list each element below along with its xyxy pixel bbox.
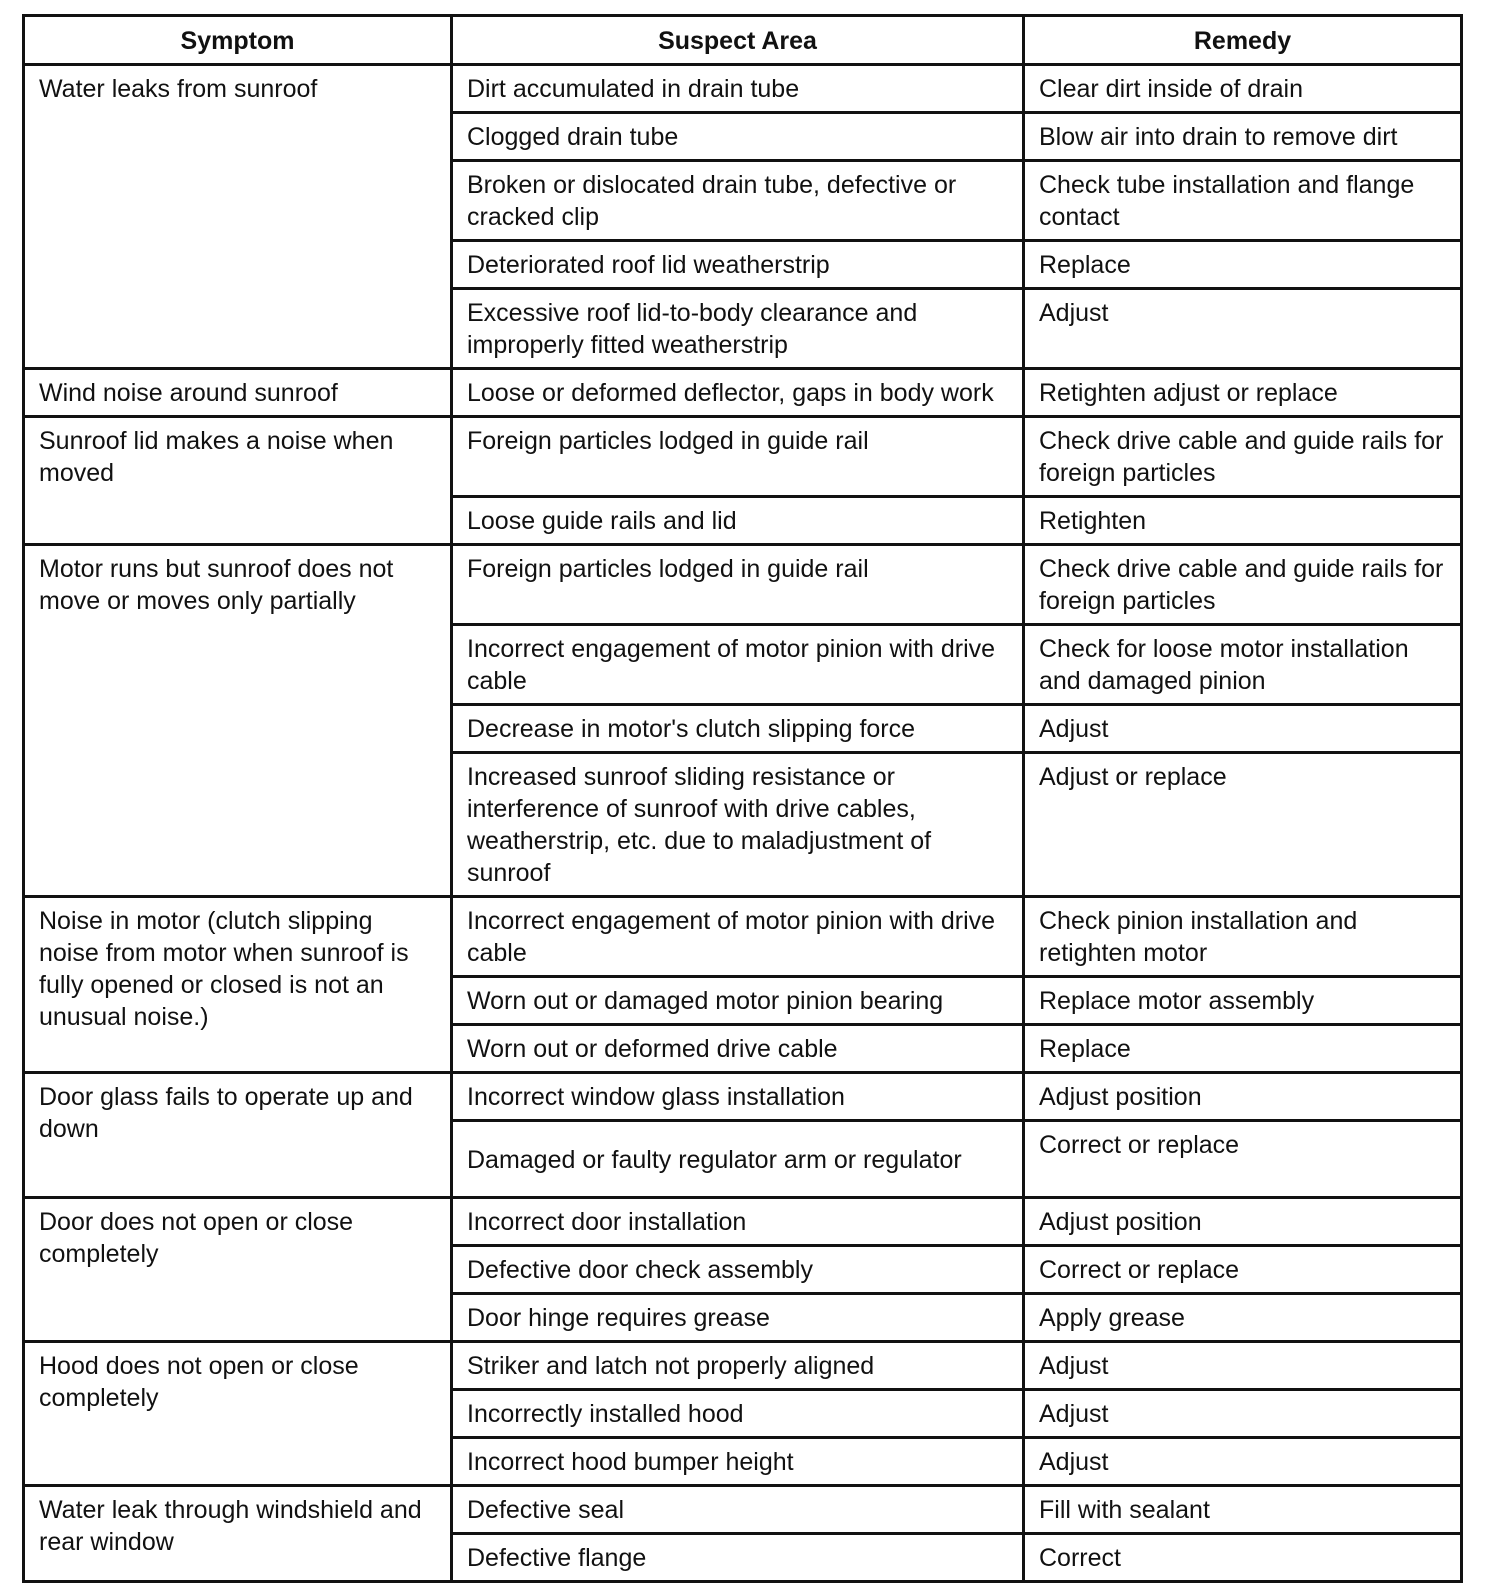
remedy-cell: Check pinion installation and retighten motor xyxy=(1024,897,1462,977)
remedy-cell: Adjust xyxy=(1024,705,1462,753)
remedy-cell: Check tube installation and flange contact xyxy=(1024,161,1462,241)
suspect-area-cell: Loose or deformed deflector, gaps in body work xyxy=(452,369,1024,417)
table-row xyxy=(24,1073,1462,1121)
table-row xyxy=(24,65,1462,113)
remedy-cell: Apply grease xyxy=(1024,1294,1462,1342)
remedy-cell: Replace xyxy=(1024,1025,1462,1073)
suspect-area-cell: Increased sunroof sliding resistance or interference of sunroof with drive cables, weatherstrip, etc. due to maladjustment of sunroof xyxy=(452,753,1024,897)
symptom-cell: Sunroof lid makes a noise when moved xyxy=(24,417,452,545)
table-row xyxy=(24,369,1462,417)
remedy-cell: Adjust xyxy=(1024,1438,1462,1486)
suspect-area-cell: Worn out or damaged motor pinion bearing xyxy=(452,977,1024,1025)
suspect-area-cell: Damaged or faulty regulator arm or regulator xyxy=(452,1121,1024,1198)
suspect-area-cell: Foreign particles lodged in guide rail xyxy=(452,545,1024,625)
suspect-area-cell: Worn out or deformed drive cable xyxy=(452,1025,1024,1073)
suspect-area-cell: Incorrect engagement of motor pinion with drive cable xyxy=(452,897,1024,977)
remedy-cell: Adjust position xyxy=(1024,1073,1462,1121)
table-row xyxy=(24,545,1462,625)
symptom-cell: Motor runs but sunroof does not move or moves only partially xyxy=(24,545,452,897)
suspect-area-cell: Deteriorated roof lid weatherstrip xyxy=(452,241,1024,289)
symptom-cell: Hood does not open or close completely xyxy=(24,1342,452,1486)
suspect-area-cell: Incorrect door installation xyxy=(452,1198,1024,1246)
table-row xyxy=(24,1198,1462,1246)
symptom-cell: Water leak through windshield and rear window xyxy=(24,1486,452,1582)
remedy-cell: Check for loose motor installation and damaged pinion xyxy=(1024,625,1462,705)
remedy-cell: Check drive cable and guide rails for foreign particles xyxy=(1024,545,1462,625)
suspect-area-cell: Striker and latch not properly aligned xyxy=(452,1342,1024,1390)
suspect-area-cell: Dirt accumulated in drain tube xyxy=(452,65,1024,113)
suspect-area-cell: Clogged drain tube xyxy=(452,113,1024,161)
remedy-cell: Blow air into drain to remove dirt xyxy=(1024,113,1462,161)
remedy-cell: Adjust xyxy=(1024,1342,1462,1390)
remedy-cell: Retighten adjust or replace xyxy=(1024,369,1462,417)
suspect-area-cell: Defective door check assembly xyxy=(452,1246,1024,1294)
suspect-area-cell: Incorrectly installed hood xyxy=(452,1390,1024,1438)
remedy-cell: Replace motor assembly xyxy=(1024,977,1462,1025)
table-header-row xyxy=(24,16,1462,65)
symptom-cell: Wind noise around sunroof xyxy=(24,369,452,417)
suspect-area-cell: Foreign particles lodged in guide rail xyxy=(452,417,1024,497)
remedy-cell: Adjust xyxy=(1024,1390,1462,1438)
suspect-area-cell: Defective seal xyxy=(452,1486,1024,1534)
symptom-cell: Water leaks from sunroof xyxy=(24,65,452,369)
symptom-cell: Noise in motor (clutch slipping noise from motor when sunroof is fully opened or closed is not an unusual noise.) xyxy=(24,897,452,1073)
remedy-cell: Correct xyxy=(1024,1534,1462,1582)
remedy-cell: Replace xyxy=(1024,241,1462,289)
remedy-cell: Correct or replace xyxy=(1024,1121,1462,1198)
table-row xyxy=(24,417,1462,497)
suspect-area-cell: Loose guide rails and lid xyxy=(452,497,1024,545)
symptom-cell: Door glass fails to operate up and down xyxy=(24,1073,452,1198)
remedy-cell: Retighten xyxy=(1024,497,1462,545)
remedy-cell: Adjust position xyxy=(1024,1198,1462,1246)
remedy-cell: Fill with sealant xyxy=(1024,1486,1462,1534)
table-row xyxy=(24,897,1462,977)
suspect-area-cell: Incorrect hood bumper height xyxy=(452,1438,1024,1486)
suspect-area-cell: Broken or dislocated drain tube, defective or cracked clip xyxy=(452,161,1024,241)
suspect-area-cell: Excessive roof lid-to-body clearance and improperly fitted weatherstrip xyxy=(452,289,1024,369)
suspect-area-cell: Defective flange xyxy=(452,1534,1024,1582)
remedy-cell: Correct or replace xyxy=(1024,1246,1462,1294)
remedy-cell: Adjust or replace xyxy=(1024,753,1462,897)
column-header-suspect-area: Suspect Area xyxy=(452,16,1024,65)
troubleshooting-table xyxy=(22,14,1463,1583)
table-row xyxy=(24,1486,1462,1534)
column-header-remedy: Remedy xyxy=(1024,16,1462,65)
table-row xyxy=(24,1342,1462,1390)
suspect-area-cell: Door hinge requires grease xyxy=(452,1294,1024,1342)
remedy-cell: Adjust xyxy=(1024,289,1462,369)
suspect-area-cell: Incorrect engagement of motor pinion with drive cable xyxy=(452,625,1024,705)
remedy-cell: Check drive cable and guide rails for foreign particles xyxy=(1024,417,1462,497)
column-header-symptom: Symptom xyxy=(24,16,452,65)
remedy-cell: Clear dirt inside of drain xyxy=(1024,65,1462,113)
suspect-area-cell: Incorrect window glass installation xyxy=(452,1073,1024,1121)
symptom-cell: Door does not open or close completely xyxy=(24,1198,452,1342)
suspect-area-cell: Decrease in motor's clutch slipping force xyxy=(452,705,1024,753)
